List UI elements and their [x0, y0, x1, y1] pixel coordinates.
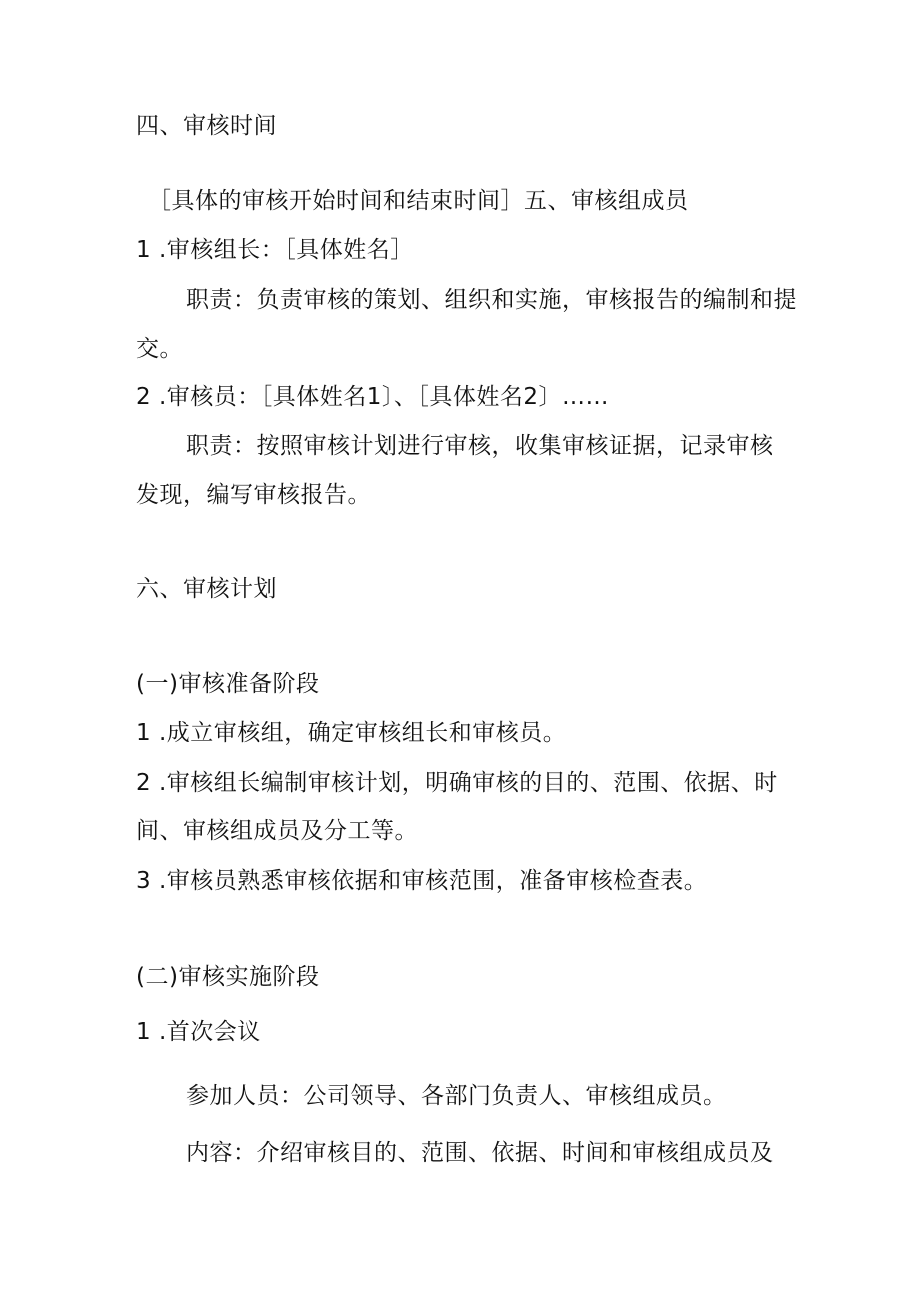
section-heading-audit-plan: 六、审核计划 — [136, 576, 277, 602]
list-item-form-team: 1 .成立审核组，确定审核组长和审核员。 — [136, 720, 567, 746]
list-item-first-meeting: 1 .首次会议 — [136, 1019, 261, 1045]
list-item-auditors: 2 .审核员：［具体姓名1〕、［具体姓名2〕…… — [136, 384, 610, 410]
paragraph-time-and-team-heading: ［具体的审核开始时间和结束时间］五、审核组成员 — [148, 188, 689, 214]
paragraph-auditor-duty-continued: 发现，编写审核报告。 — [136, 482, 371, 508]
list-item-compile-plan: 2 .审核组长编制审核计划，明确审核的目的、范围、依据、时 — [136, 770, 778, 796]
section-heading-audit-time: 四、审核时间 — [136, 113, 277, 139]
paragraph-participants: 参加人员：公司领导、各部门负责人、审核组成员。 — [186, 1083, 727, 1109]
subsection-heading-implementation: (二)审核实施阶段 — [136, 964, 320, 990]
subsection-heading-preparation: (一)审核准备阶段 — [136, 671, 320, 697]
list-item-team-leader: 1 .审核组长：［具体姓名］ — [136, 237, 414, 263]
paragraph-leader-duty-continued: 交。 — [136, 336, 183, 362]
list-item-prepare-checklist: 3 .审核员熟悉审核依据和审核范围，准备审核检查表。 — [136, 868, 708, 894]
list-item-compile-plan-continued: 间、审核组成员及分工等。 — [136, 818, 418, 844]
paragraph-content: 内容：介绍审核目的、范围、依据、时间和审核组成员及 — [186, 1140, 774, 1166]
paragraph-leader-duty: 职责：负责审核的策划、组织和实施，审核报告的编制和提 — [186, 287, 797, 313]
paragraph-auditor-duty: 职责：按照审核计划进行审核，收集审核证据，记录审核 — [186, 433, 774, 459]
